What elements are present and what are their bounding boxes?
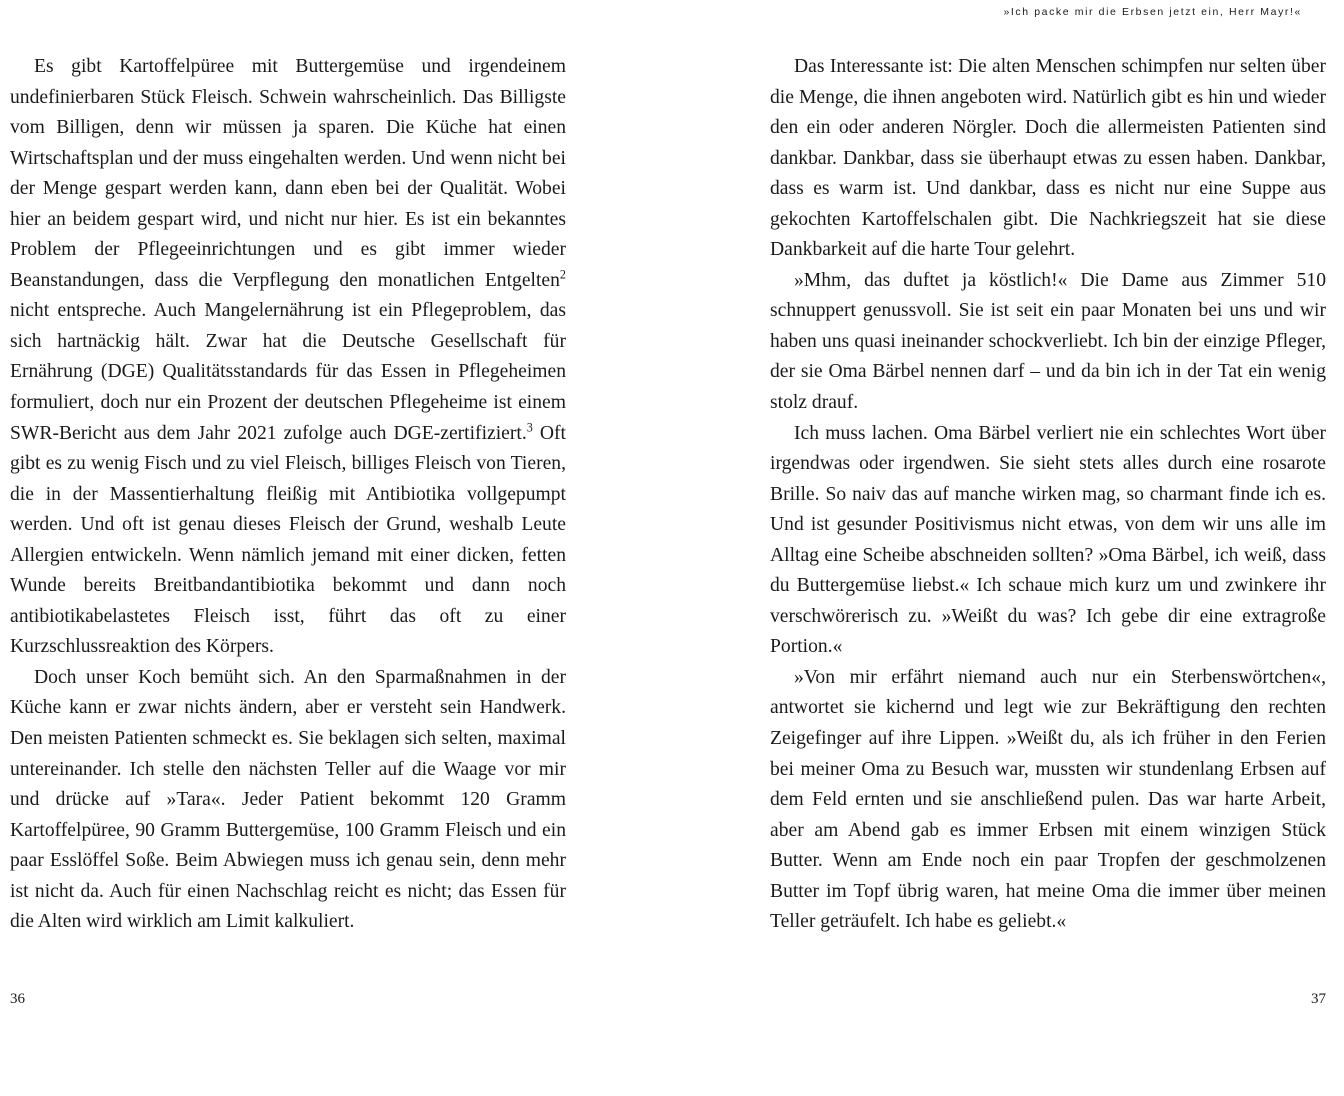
paragraph: Ich muss lachen. Oma Bärbel verliert nie ein schlechtes Wort über irgendwas oder irgendwen. Sie sieht stets alles durch eine rosarote Brille. So naiv das auf manche wirken mag, so charmant finde ich es. Und ist gesunder Positivismus nicht etwas, von dem wir uns alle im Alltag eine Scheibe abschneiden sollten? »Oma Bärbel, ich weiß, dass du Buttergemüse liebst.« Ich schaue mich kurz um und zwinkere ihr verschwörerisch zu. »Weißt du was? Ich gebe dir eine extragroße Portion.« [770, 422, 1326, 658]
paragraph: »Mhm, das duftet ja köstlich!« Die Dame aus Zimmer 510 schnuppert genussvoll. Sie ist seit ein paar Monaten bei uns und wir haben uns quasi ineinander schockverliebt. Ich bin der einzige Pfleger, der sie Oma Bärbel nennen darf – und da bin ich in der Tat ein wenig stolz drauf. [770, 269, 1326, 414]
page-right [672, 52, 1344, 1032]
paragraph: Das Interessante ist: Die alten Menschen schimpfen nur selten über die Menge, die ihnen angeboten wird. Natürlich gibt es hin und wieder den ein oder anderen Nörgler. Doch die allermeisten Patienten sind dankbar. Dankbar, dass sie überhaupt etwas zu essen haben. Dankbar, dass es warm ist. Und dankbar, dass es nicht nur eine Suppe aus gekochten Kartoffelschalen gibt. Die Nachkriegszeit hat sie diese Dankbarkeit auf die harte Tour gelehrt. [770, 56, 1326, 261]
page-number-left: 36 [10, 991, 25, 1007]
paragraph: »Von mir erfährt niemand auch nur ein Sterbenswörtchen«, antwortet sie kichernd und legt wie zur Bekräftigung den rechten Zeigefinger auf ihre Lippen. »Weißt du, als ich früher in den Ferien bei meiner Oma zu Besuch war, mussten wir stundenlang Erbsen auf dem Feld ernten und sie anschließend pulen. Das war harte Arbeit, aber am Abend gab es immer Erbsen mit einem winzigen Stück Butter. Wenn am Ende noch ein paar Tropfen der geschmolzenen Butter im Topf übrig waren, hat meine Oma die immer über meinen Teller geträufelt. Ich habe es geliebt.« [770, 666, 1326, 933]
paragraph: Doch unser Koch bemüht sich. An den Sparmaßnahmen in der Küche kann er zwar nichts ändern, aber er versteht sein Handwerk. Den meisten Patienten schmeckt es. Sie beklagen sich selten, maximal untereinander. Ich stelle den nächsten Teller auf die Waage vor mir und drücke auf »Tara«. Jeder Patient bekommt 120 Gramm Kartoffelpüree, 90 Gramm Buttergemüse, 100 Gramm Fleisch und ein paar Esslöffel Soße. Beim Abwiegen muss ich genau sein, denn mehr ist nicht da. Auch für einen Nachschlag reicht es nicht; das Essen für die Alten wird wirklich am Limit kalkuliert. [10, 666, 566, 933]
footnote-marker: 3 [526, 420, 533, 435]
page-columns [0, 52, 1344, 1032]
running-head: »Ich packe mir die Erbsen jetzt ein, Herr Mayr!« [1003, 6, 1302, 18]
paragraph-text-part: Oft gibt es zu wenig Fisch und zu viel Fleisch, billiges Fleisch von Tieren, die in der Massentierhaltung fleißig mit Antibiotika vollgepumpt werden. Und oft ist genau dieses Fleisch der Grund, weshalb Leute Allergien entwickeln. Wenn nämlich jemand mit einer dicken, fetten Wunde bereits Breitbandantibiotika bekommt und dann noch antibiotikabelastetes Fleisch isst, führt das oft zu einer Kurzschlussreaktion des Körpers. [10, 422, 566, 658]
paragraph-text-part: nicht entspreche. Auch Mangelernährung ist ein Pflegeproblem, das sich hartnäckig hält. Zwar hat die Deutsche Gesellschaft für Ernährung (DGE) Qualitätsstandards für das Essen in Pflegeheimen formuliert, doch nur ein Prozent der deutschen Pflegeheime ist einem SWR-Bericht aus dem Jahr 2021 zufolge auch DGE-zertifiziert. [10, 300, 566, 444]
right-page-textblock [770, 52, 1326, 938]
page-number-right: 37 [1311, 991, 1326, 1007]
paragraph-text-part: Es gibt Kartoffelpüree mit Buttergemüse und irgendeinem undefinierbaren Stück Fleisch. Schwein wahrscheinlich. Das Billigste vom Billigen, denn wir müssen ja sparen. Die Küche hat einen Wirtschaftsplan und der muss eingehalten werden. Und wenn nicht bei der Menge gespart werden kann, dann eben bei der Qualität. Wobei hier an beidem gespart wird, und nicht nur hier. Es ist ein bekanntes Problem der Pflegeeinrichtungen und es gibt immer wieder Beanstandungen, dass die Verpflegung den monatlichen Entgelten [10, 56, 566, 291]
paragraph [10, 52, 566, 663]
page-left [0, 52, 672, 1032]
left-page-textblock [10, 52, 566, 938]
footnote-marker: 2 [559, 267, 566, 282]
